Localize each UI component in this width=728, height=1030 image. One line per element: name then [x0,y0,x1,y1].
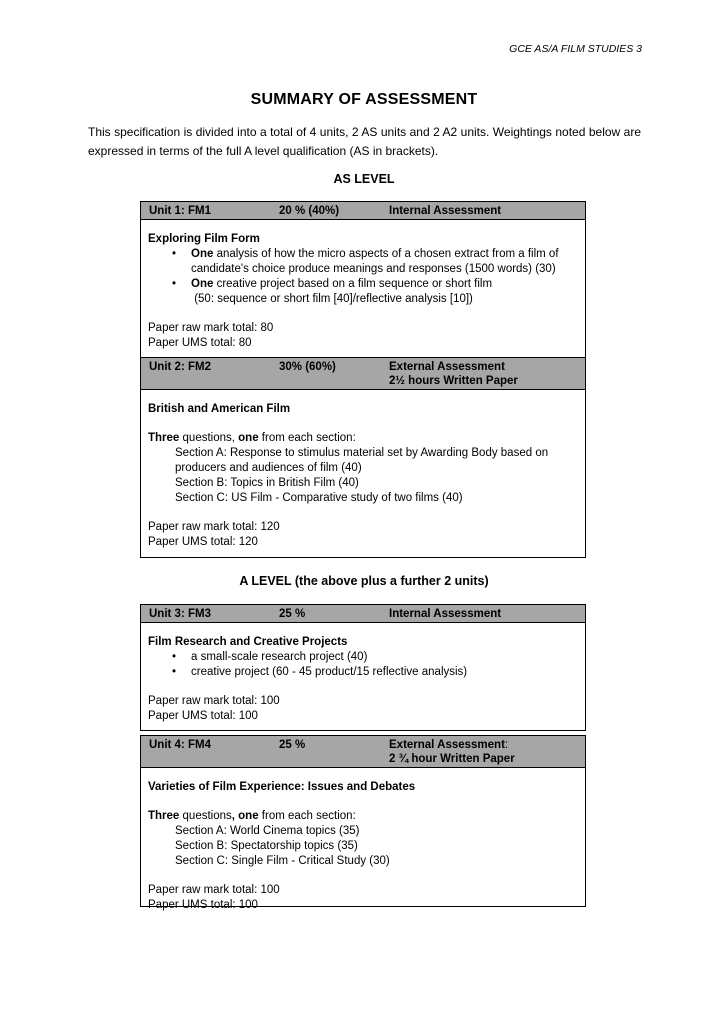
bullet-icon: • [172,278,177,290]
unit-4-section-c: Section C: Single Film - Critical Study (30) [175,855,390,867]
unit-2-section-b: Section B: Topics in British Film (40) [175,477,359,489]
unit-2-assessment-duration: 2½ hours Written Paper [389,375,518,387]
unit-4-section-a: Section A: World Cinema topics (35) [175,825,360,837]
questions-bold-count: Three [148,810,180,822]
list-item [148,650,577,665]
unit-2-assessment: External Assessment [389,361,505,373]
unit-4-topic: Varieties of Film Experience: Issues and Debates [148,781,416,793]
unit-4-code: Unit 4: FM4 [149,739,211,751]
unit-4-header [141,736,585,768]
unit-1-header [141,202,585,220]
unit-2-assessment-block [389,360,518,388]
unit-4-assessment: External Assessment [389,739,505,751]
unit-3-weight: 25 % [279,608,306,620]
unit-3-body [141,623,585,730]
running-head: GCE AS/A FILM STUDIES 3 [509,43,642,55]
intro-paragraph [88,123,641,161]
unit-1-topic: Exploring Film Form [148,233,260,245]
unit-1-box [140,201,586,358]
questions-text: questions, [179,432,239,444]
unit-1-ums-total: Paper UMS total: 80 [148,337,252,349]
unit-3-bullet-list [148,650,577,680]
bullet-bold: One [191,278,214,290]
questions-text-tail: from each section: [258,432,356,444]
unit-1-bullet-list [148,247,577,307]
as-level-heading: AS LEVEL [333,172,395,186]
unit-3-header [141,605,585,623]
unit-3-code: Unit 3: FM3 [149,608,211,620]
bullet-text: a small-scale research project (40) [191,651,368,663]
bullet-note: (50: sequence or short film [40]/reflective analysis [10]) [191,293,473,305]
unit-4-ums-total: Paper UMS total: 100 [148,899,258,911]
unit-2-topic: British and American Film [148,403,291,415]
list-item [148,277,577,292]
unit-4-section-b: Section B: Spectatorship topics (35) [175,840,358,852]
unit-3-box [140,604,586,731]
bullet-icon: • [172,651,177,663]
unit-3-raw-total: Paper raw mark total: 100 [148,695,280,707]
bullet-bold: One [191,248,214,260]
unit-4-body [141,768,585,919]
list-item-note [148,292,577,307]
bullet-text: analysis of how the micro aspects of a chosen extract from a film of candidate's choice produce meanings and responses (1500 words) (30) [191,248,559,275]
unit-1-weight: 20 % (40%) [279,205,340,217]
questions-bold-count: Three [148,432,180,444]
intro-text: This specification is divided into a total of 4 units, 2 AS units and 2 A2 units. Weightings noted below are expressed in terms of the full A level qualification (AS in brackets). [88,125,641,158]
unit-2-weight: 30% (60%) [279,361,336,373]
bullet-icon: • [172,248,177,260]
unit-4-assessment-colon: : [504,739,509,751]
unit-1-body [141,220,585,357]
unit-3-assessment: Internal Assessment [389,608,502,620]
unit-2-questions [148,431,577,446]
unit-2-section-c: Section C: US Film - Comparative study of two films (40) [175,492,463,504]
unit-3-topic: Film Research and Creative Projects [148,636,348,648]
unit-2-raw-total: Paper raw mark total: 120 [148,521,280,533]
unit-2-code: Unit 2: FM2 [149,361,211,373]
bullet-text: creative project based on a film sequence or short film [213,278,493,290]
unit-4-weight: 25 % [279,739,306,751]
questions-text-tail: from each section: [258,810,356,822]
page-title: SUMMARY OF ASSESSMENT [250,91,478,108]
unit-2-body [141,390,585,556]
unit-2-box [140,357,586,558]
unit-4-questions [148,809,577,824]
unit-2-header [141,358,585,390]
a-level-heading: A LEVEL (the above plus a further 2 units) [239,574,489,588]
bullet-icon: • [172,666,177,678]
unit-4-assessment-block [389,738,515,766]
unit-1-code: Unit 1: FM1 [149,205,211,217]
unit-4-assessment-duration: 2 ¾ hour Written Paper [389,753,515,765]
questions-bold-one: , one [231,810,259,822]
unit-2-ums-total: Paper UMS total: 120 [148,536,258,548]
unit-4-raw-total: Paper raw mark total: 100 [148,884,280,896]
unit-3-ums-total: Paper UMS total: 100 [148,710,258,722]
unit-4-box [140,735,586,911]
list-item [148,665,577,680]
bullet-text: creative project (60 - 45 product/15 reflective analysis) [191,666,468,678]
questions-bold-one: one [238,432,259,444]
unit-1-assessment: Internal Assessment [389,205,502,217]
unit-2-section-a: Section A: Response to stimulus material set by Awarding Body based on producers and audiences of film (40) [175,447,549,474]
list-item [148,247,577,277]
questions-text: questions [179,810,232,822]
unit-1-raw-total: Paper raw mark total: 80 [148,322,274,334]
